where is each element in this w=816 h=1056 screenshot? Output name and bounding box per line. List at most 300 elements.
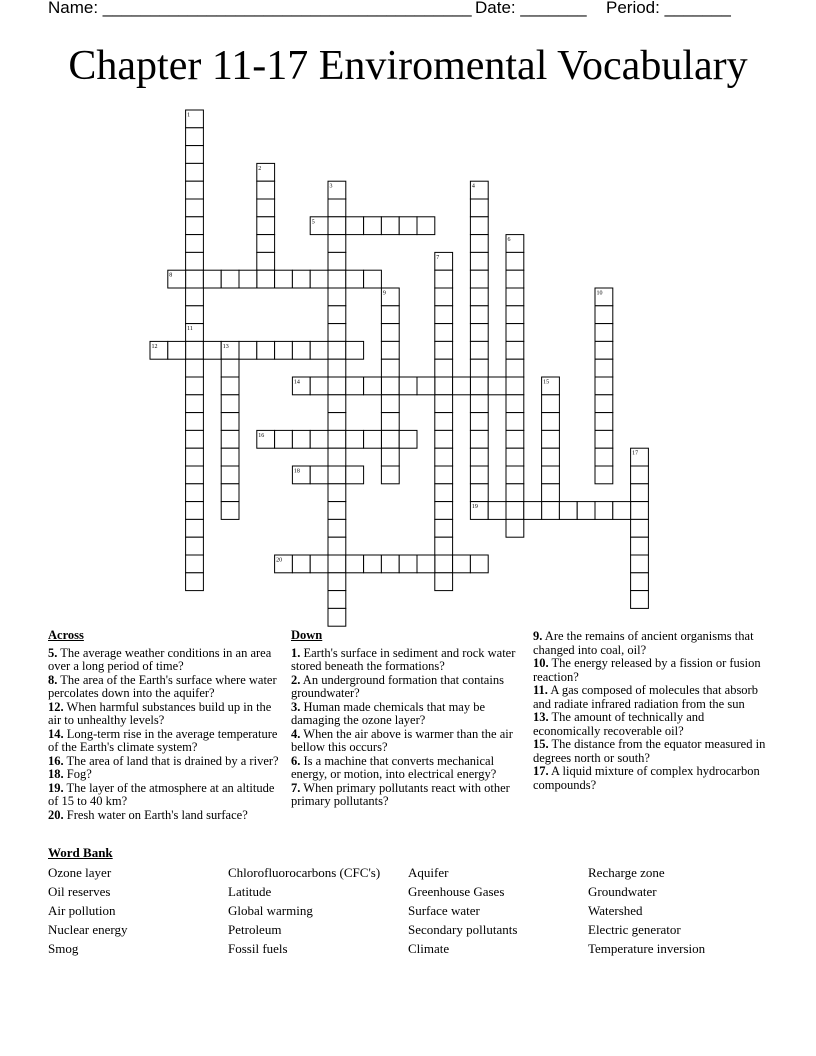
- grid-cell[interactable]: [595, 466, 613, 484]
- clue-number: 10.: [533, 656, 549, 670]
- grid-cell[interactable]: [381, 413, 399, 431]
- grid-cell[interactable]: [328, 341, 346, 359]
- grid-cell[interactable]: [257, 341, 275, 359]
- grid-cell[interactable]: [221, 377, 239, 395]
- date-field[interactable]: Date: _______: [475, 0, 587, 17]
- grid-cell[interactable]: [542, 413, 560, 431]
- clue-item: [533, 684, 769, 711]
- grid-cell[interactable]: [186, 341, 204, 359]
- grid-cell[interactable]: [470, 430, 488, 448]
- grid-cell[interactable]: [470, 448, 488, 466]
- grid-cell[interactable]: [631, 502, 649, 520]
- grid-cell[interactable]: [328, 448, 346, 466]
- grid-cell[interactable]: [435, 537, 453, 555]
- grid-cell[interactable]: [346, 466, 364, 484]
- grid-cell[interactable]: [506, 413, 524, 431]
- grid-cell[interactable]: [381, 217, 399, 235]
- word-bank-column: [228, 863, 408, 958]
- grid-cell[interactable]: [631, 466, 649, 484]
- grid-cell[interactable]: [470, 270, 488, 288]
- grid-cell[interactable]: [435, 395, 453, 413]
- grid-cell[interactable]: [364, 430, 382, 448]
- grid-cell[interactable]: [328, 235, 346, 253]
- clue-text: An underground formation that contains groundwater?: [291, 672, 504, 700]
- clue-text: The area of the Earth's surface where water percolates down into the aquifer?: [48, 672, 277, 700]
- grid-cell[interactable]: [239, 341, 257, 359]
- grid-cell[interactable]: [346, 341, 364, 359]
- word-bank-item: Smog: [48, 941, 79, 956]
- clue-number-label: 16: [258, 432, 265, 439]
- clue-item: [48, 755, 280, 769]
- word-bank-item: Recharge zone: [588, 865, 665, 880]
- grid-cell[interactable]: [186, 395, 204, 413]
- grid-cell[interactable]: [542, 466, 560, 484]
- grid-cell[interactable]: [506, 288, 524, 306]
- grid-cell[interactable]: [381, 377, 399, 395]
- clue-number-label: 12: [151, 343, 158, 350]
- grid-cell[interactable]: [524, 502, 542, 520]
- grid-cell[interactable]: [470, 555, 488, 573]
- grid-cell[interactable]: [435, 288, 453, 306]
- grid-cell[interactable]: [506, 519, 524, 537]
- down-heading: Down: [291, 628, 323, 642]
- word-bank-item: Groundwater: [588, 884, 657, 899]
- grid-cell[interactable]: [470, 235, 488, 253]
- word-bank-item: Nuclear energy: [48, 922, 128, 937]
- grid-cell[interactable]: [470, 341, 488, 359]
- word-bank-item: Surface water: [408, 903, 480, 918]
- grid-cell[interactable]: [239, 270, 257, 288]
- clue-item: [291, 701, 523, 728]
- grid-cell[interactable]: [186, 519, 204, 537]
- grid-cell[interactable]: [310, 377, 328, 395]
- clue-number: 2.: [291, 672, 301, 687]
- grid-cell[interactable]: [435, 573, 453, 591]
- clue-text: When primary pollutants react with other primary pollutants?: [291, 780, 510, 808]
- clue-number: 8.: [48, 672, 58, 687]
- grid-cell[interactable]: [470, 484, 488, 502]
- clue-text: The distance from the equator measured in degrees north or south?: [533, 737, 766, 765]
- clue-text: When harmful substances build up in the air to unhealthy levels?: [48, 699, 272, 727]
- word-bank-item: Global warming: [228, 903, 313, 918]
- grid-cell[interactable]: [328, 270, 346, 288]
- grid-cell[interactable]: [542, 395, 560, 413]
- clue-number: 18.: [48, 767, 64, 781]
- clue-item: [533, 711, 769, 738]
- clue-item: [48, 768, 280, 782]
- grid-cell[interactable]: [470, 413, 488, 431]
- grid-cell[interactable]: [186, 537, 204, 555]
- grid-cell[interactable]: [453, 555, 471, 573]
- grid-cell[interactable]: [542, 430, 560, 448]
- grid-cell[interactable]: [470, 288, 488, 306]
- grid-cell[interactable]: [435, 519, 453, 537]
- grid-cell[interactable]: [186, 466, 204, 484]
- grid-cell[interactable]: [613, 502, 631, 520]
- grid-cell[interactable]: [595, 359, 613, 377]
- grid-cell[interactable]: [470, 252, 488, 270]
- clue-item: [48, 674, 280, 701]
- grid-cell[interactable]: [186, 199, 204, 217]
- grid-cell[interactable]: [186, 235, 204, 253]
- word-bank-item: Secondary pollutants: [408, 922, 518, 937]
- grid-cell[interactable]: [328, 484, 346, 502]
- grid-cell[interactable]: [186, 413, 204, 431]
- clue-text: Is a machine that converts mechanical energy, or motion, into electrical energy?: [291, 753, 497, 781]
- grid-cell[interactable]: [435, 502, 453, 520]
- grid-cell[interactable]: [542, 448, 560, 466]
- grid-cell[interactable]: [470, 324, 488, 342]
- clue-number: 15.: [533, 737, 549, 751]
- grid-cell[interactable]: [168, 341, 186, 359]
- grid-cell[interactable]: [328, 573, 346, 591]
- word-bank-item: Ozone layer: [48, 865, 112, 880]
- word-bank-item: Oil reserves: [48, 884, 111, 899]
- grid-cell[interactable]: [328, 377, 346, 395]
- grid-cell[interactable]: [435, 270, 453, 288]
- grid-cell[interactable]: [257, 181, 275, 199]
- grid-cell[interactable]: [399, 430, 417, 448]
- clue-text: The average weather conditions in an area over a long period of time?: [48, 645, 272, 673]
- clue-item: [291, 647, 523, 674]
- grid-cell[interactable]: [631, 519, 649, 537]
- clue-text: Are the remains of ancient organisms that changed into coal, oil?: [533, 629, 754, 657]
- grid-cell[interactable]: [435, 306, 453, 324]
- grid-cell[interactable]: [346, 430, 364, 448]
- clue-number-label: 3: [329, 183, 333, 190]
- grid-cell[interactable]: [595, 448, 613, 466]
- clue-number: 3.: [291, 699, 301, 714]
- clue-text: The layer of the atmosphere at an altitude of 15 to 40 km?: [48, 780, 275, 808]
- clue-number-label: 18: [293, 468, 300, 475]
- clue-number: 20.: [48, 807, 64, 822]
- grid-cell[interactable]: [435, 413, 453, 431]
- grid-cell[interactable]: [631, 555, 649, 573]
- grid-cell[interactable]: [506, 484, 524, 502]
- grid-cell[interactable]: [328, 395, 346, 413]
- grid-cell[interactable]: [506, 270, 524, 288]
- clue-number: 14.: [48, 726, 64, 741]
- period-field[interactable]: Period: _______: [606, 0, 731, 17]
- grid-cell[interactable]: [221, 270, 239, 288]
- clue-number-label: 7: [436, 254, 440, 261]
- grid-cell[interactable]: [506, 448, 524, 466]
- clue-number: 19.: [48, 780, 64, 795]
- grid-cell[interactable]: [275, 270, 293, 288]
- grid-cell[interactable]: [631, 573, 649, 591]
- grid-cell[interactable]: [381, 430, 399, 448]
- grid-cell[interactable]: [328, 413, 346, 431]
- grid-cell[interactable]: [186, 573, 204, 591]
- grid-cell[interactable]: [292, 555, 310, 573]
- grid-cell[interactable]: [399, 217, 417, 235]
- grid-cell[interactable]: [203, 341, 221, 359]
- grid-cell[interactable]: [470, 359, 488, 377]
- word-bank-column: [408, 863, 588, 958]
- grid-cell[interactable]: [221, 448, 239, 466]
- clue-item: [533, 738, 769, 765]
- word-bank-item: Temperature inversion: [588, 941, 706, 956]
- clue-number: 13.: [533, 710, 549, 724]
- grid-cell[interactable]: [435, 341, 453, 359]
- clue-number: 6.: [291, 753, 301, 768]
- grid-cell[interactable]: [310, 466, 328, 484]
- clue-number-label: 6: [507, 237, 511, 244]
- grid-cell[interactable]: [186, 163, 204, 181]
- clue-item: [533, 630, 769, 657]
- clue-number-label: 14: [293, 379, 300, 386]
- grid-cell[interactable]: [435, 555, 453, 573]
- grid-cell[interactable]: [186, 377, 204, 395]
- grid-cell[interactable]: [506, 395, 524, 413]
- grid-cell[interactable]: [435, 430, 453, 448]
- clue-item: [48, 647, 280, 674]
- grid-cell[interactable]: [595, 306, 613, 324]
- clue-number-label: 17: [632, 450, 639, 457]
- grid-cell[interactable]: [257, 199, 275, 217]
- grid-cell[interactable]: [328, 591, 346, 609]
- word-bank-item: Chlorofluorocarbons (CFC's): [228, 865, 381, 880]
- grid-cell[interactable]: [186, 306, 204, 324]
- grid-cell[interactable]: [595, 324, 613, 342]
- word-bank-column: [48, 863, 228, 958]
- down-clues-continued: [533, 630, 769, 792]
- clue-text: The amount of technically and economically recoverable oil?: [533, 710, 705, 738]
- grid-cell[interactable]: [186, 252, 204, 270]
- grid-cell[interactable]: [328, 608, 346, 626]
- grid-cell[interactable]: [506, 466, 524, 484]
- grid-cell[interactable]: [399, 555, 417, 573]
- grid-cell[interactable]: [595, 413, 613, 431]
- grid-cell[interactable]: [346, 555, 364, 573]
- grid-cell[interactable]: [470, 217, 488, 235]
- grid-cell[interactable]: [506, 252, 524, 270]
- grid-cell[interactable]: [203, 270, 221, 288]
- grid-cell[interactable]: [470, 306, 488, 324]
- grid-cell[interactable]: [328, 288, 346, 306]
- clue-number: 7.: [291, 780, 301, 795]
- grid-cell[interactable]: [257, 235, 275, 253]
- grid-cell[interactable]: [186, 217, 204, 235]
- grid-cell[interactable]: [328, 324, 346, 342]
- grid-cell[interactable]: [577, 502, 595, 520]
- grid-cell[interactable]: [470, 395, 488, 413]
- clue-item: [48, 728, 280, 755]
- grid-cell[interactable]: [470, 377, 488, 395]
- clue-number: 12.: [48, 699, 64, 714]
- clue-number: 9.: [533, 629, 543, 643]
- name-field[interactable]: Name: _______________________________________: [48, 0, 472, 17]
- grid-cell[interactable]: [506, 324, 524, 342]
- grid-cell[interactable]: [435, 466, 453, 484]
- grid-cell[interactable]: [310, 341, 328, 359]
- grid-cell[interactable]: [328, 217, 346, 235]
- grid-cell[interactable]: [506, 377, 524, 395]
- grid-cell[interactable]: [470, 466, 488, 484]
- clue-number-label: 2: [258, 165, 262, 172]
- grid-cell[interactable]: [595, 395, 613, 413]
- grid-cell[interactable]: [381, 466, 399, 484]
- clue-item: [291, 674, 523, 701]
- word-bank-item: Watershed: [588, 903, 643, 918]
- grid-cell[interactable]: [559, 502, 577, 520]
- grid-cell[interactable]: [595, 430, 613, 448]
- clue-item: [291, 782, 523, 809]
- clue-text: Long-term rise in the average temperature of the Earth's climate system?: [48, 726, 278, 754]
- across-heading: Across: [48, 628, 84, 642]
- clue-item: [533, 765, 769, 792]
- clue-text: When the air above is warmer than the air bellow this occurs?: [291, 726, 513, 754]
- grid-cell[interactable]: [221, 484, 239, 502]
- grid-cell[interactable]: [346, 217, 364, 235]
- grid-cell[interactable]: [631, 537, 649, 555]
- grid-cell[interactable]: [381, 359, 399, 377]
- grid-cell[interactable]: [506, 502, 524, 520]
- grid-cell[interactable]: [631, 484, 649, 502]
- grid-cell[interactable]: [417, 217, 435, 235]
- grid-cell[interactable]: [488, 377, 506, 395]
- grid-cell[interactable]: [221, 502, 239, 520]
- grid-cell[interactable]: [186, 359, 204, 377]
- grid-cell[interactable]: [399, 377, 417, 395]
- grid-cell[interactable]: [275, 430, 293, 448]
- grid-cell[interactable]: [364, 217, 382, 235]
- grid-cell[interactable]: [435, 448, 453, 466]
- grid-cell[interactable]: [435, 377, 453, 395]
- clue-text: A gas composed of molecules that absorb and radiate infrared radiation from the sun: [533, 683, 758, 711]
- word-bank-item: Electric generator: [588, 922, 681, 937]
- clue-item: [291, 728, 523, 755]
- grid-cell[interactable]: [292, 270, 310, 288]
- clue-number: 17.: [533, 764, 549, 778]
- word-bank-item: Aquifer: [408, 865, 449, 880]
- grid-cell[interactable]: [435, 484, 453, 502]
- grid-cell[interactable]: [364, 377, 382, 395]
- grid-cell[interactable]: [328, 466, 346, 484]
- grid-cell[interactable]: [328, 430, 346, 448]
- grid-cell[interactable]: [328, 306, 346, 324]
- grid-cell[interactable]: [417, 377, 435, 395]
- grid-cell[interactable]: [595, 377, 613, 395]
- grid-cell[interactable]: [381, 341, 399, 359]
- clue-item: [533, 657, 769, 684]
- grid-cell[interactable]: [186, 146, 204, 164]
- grid-cell[interactable]: [364, 270, 382, 288]
- grid-cell[interactable]: [435, 324, 453, 342]
- grid-cell[interactable]: [186, 430, 204, 448]
- grid-cell[interactable]: [364, 555, 382, 573]
- grid-cell[interactable]: [257, 252, 275, 270]
- grid-cell[interactable]: [381, 555, 399, 573]
- grid-cell[interactable]: [595, 341, 613, 359]
- grid-cell[interactable]: [381, 324, 399, 342]
- clue-number: 1.: [291, 645, 301, 660]
- clue-text: A liquid mixture of complex hydrocarbon compounds?: [533, 764, 760, 792]
- grid-cell[interactable]: [488, 502, 506, 520]
- grid-cell[interactable]: [328, 537, 346, 555]
- clue-item: [48, 701, 280, 728]
- grid-cell[interactable]: [221, 466, 239, 484]
- grid-cell[interactable]: [346, 270, 364, 288]
- clue-number-label: 19: [471, 504, 478, 511]
- grid-cell[interactable]: [275, 341, 293, 359]
- grid-cell[interactable]: [310, 555, 328, 573]
- grid-cell[interactable]: [221, 359, 239, 377]
- grid-cell[interactable]: [506, 430, 524, 448]
- grid-cell[interactable]: [328, 199, 346, 217]
- grid-cell[interactable]: [506, 341, 524, 359]
- grid-cell[interactable]: [257, 270, 275, 288]
- grid-cell[interactable]: [186, 484, 204, 502]
- grid-cell[interactable]: [292, 430, 310, 448]
- grid-cell[interactable]: [257, 217, 275, 235]
- grid-cell[interactable]: [310, 430, 328, 448]
- clue-number: 16.: [48, 753, 64, 768]
- word-bank-item: Greenhouse Gases: [408, 884, 505, 899]
- grid-cell[interactable]: [506, 359, 524, 377]
- grid-cell[interactable]: [506, 306, 524, 324]
- word-bank-item: Fossil fuels: [228, 941, 288, 956]
- grid-cell[interactable]: [381, 306, 399, 324]
- across-clues: [48, 629, 280, 822]
- grid-cell[interactable]: [186, 181, 204, 199]
- grid-cell[interactable]: [292, 341, 310, 359]
- clue-number-label: 8: [169, 272, 173, 279]
- grid-cell[interactable]: [186, 502, 204, 520]
- clue-number-label: 11: [187, 326, 193, 333]
- grid-cell[interactable]: [417, 555, 435, 573]
- clue-number-label: 5: [311, 219, 315, 226]
- grid-cell[interactable]: [186, 448, 204, 466]
- grid-cell[interactable]: [435, 359, 453, 377]
- grid-cell[interactable]: [221, 413, 239, 431]
- clue-number-label: 20: [276, 557, 283, 564]
- page-title: Chapter 11-17 Enviromental Vocabulary: [68, 43, 748, 89]
- clue-text: Fresh water on Earth's land surface?: [63, 807, 248, 822]
- grid-cell[interactable]: [381, 395, 399, 413]
- clue-number-label: 4: [471, 183, 475, 190]
- grid-cell[interactable]: [470, 199, 488, 217]
- clue-item: [48, 782, 280, 809]
- grid-cell[interactable]: [328, 555, 346, 573]
- grid-cell[interactable]: [346, 377, 364, 395]
- grid-cell[interactable]: [595, 502, 613, 520]
- grid-cell[interactable]: [328, 502, 346, 520]
- word-bank-item: Petroleum: [228, 922, 282, 937]
- clue-text: The area of land that is drained by a river?: [63, 753, 279, 768]
- clue-text: The energy released by a fission or fusion reaction?: [533, 656, 761, 684]
- grid-cell[interactable]: [186, 128, 204, 146]
- grid-cell[interactable]: [631, 591, 649, 609]
- grid-cell[interactable]: [310, 270, 328, 288]
- grid-cell[interactable]: [221, 430, 239, 448]
- grid-cell[interactable]: [328, 359, 346, 377]
- grid-cell[interactable]: [328, 252, 346, 270]
- clue-text: Fog?: [63, 767, 92, 781]
- grid-cell[interactable]: [328, 519, 346, 537]
- grid-cell[interactable]: [221, 395, 239, 413]
- grid-cell[interactable]: [186, 555, 204, 573]
- grid-cell[interactable]: [186, 270, 204, 288]
- clue-number-label: 1: [187, 112, 191, 119]
- grid-cell[interactable]: [542, 502, 560, 520]
- grid-cell[interactable]: [381, 448, 399, 466]
- grid-cell[interactable]: [186, 288, 204, 306]
- clue-number-label: 10: [596, 290, 603, 297]
- clue-text: Human made chemicals that may be damaging the ozone layer?: [291, 699, 486, 727]
- grid-cell[interactable]: [542, 484, 560, 502]
- grid-cell[interactable]: [453, 377, 471, 395]
